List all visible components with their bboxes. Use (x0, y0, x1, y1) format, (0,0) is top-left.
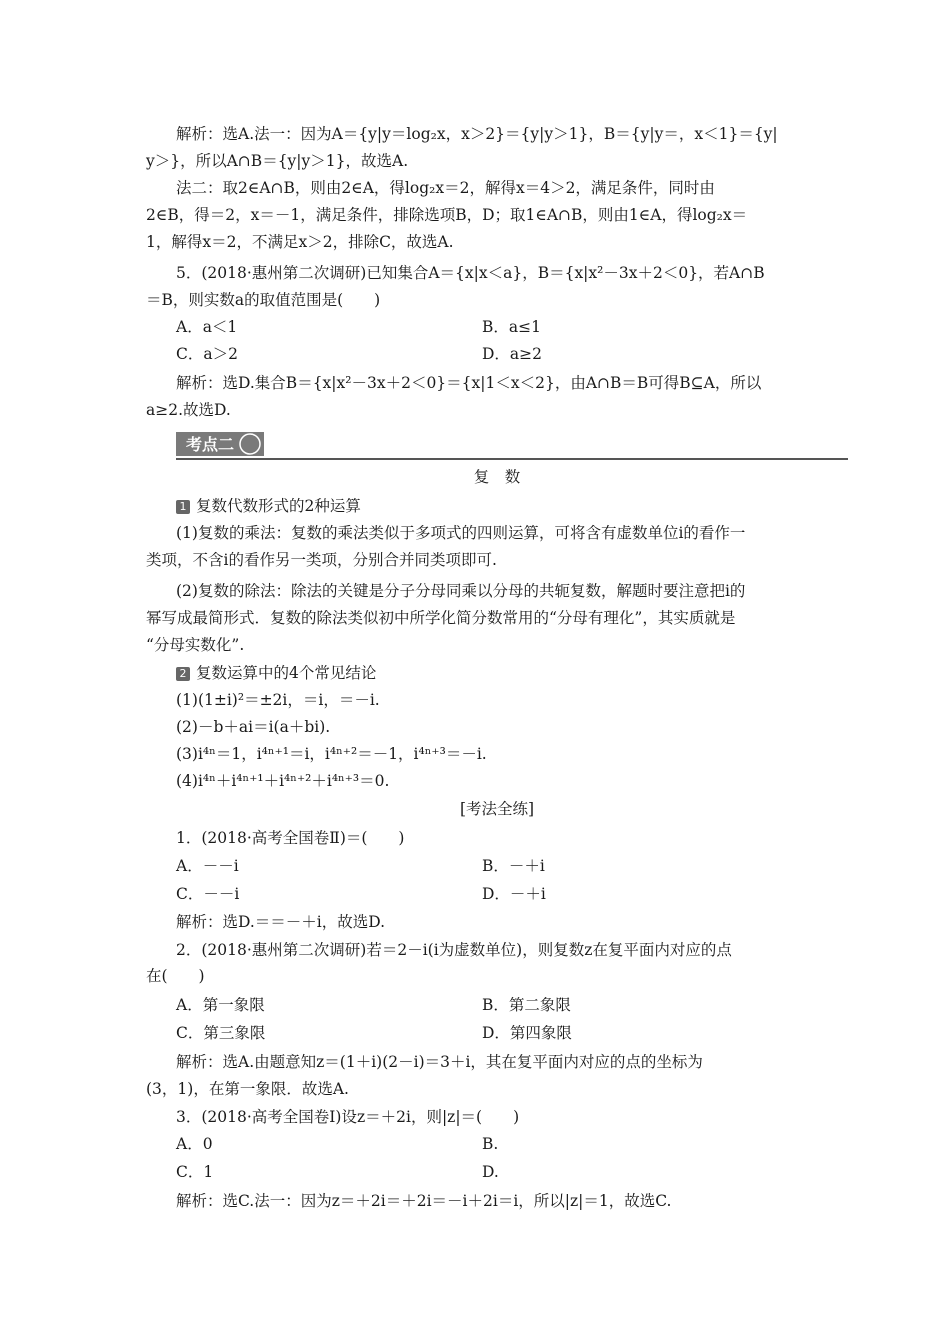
exercise-3-option-b: B. (482, 1135, 499, 1153)
exercise-1-option-a: A．－－i (176, 857, 239, 875)
exercise-3-solution: 解析：选C.法一：因为z＝＋2i＝＋2i＝－i＋2i＝i，所以|z|＝1，故选C. (176, 1192, 672, 1210)
question-5-line-2: ＝B，则实数a的取值范围是( ) (146, 291, 381, 309)
section-badge (176, 432, 264, 456)
question-5-option-a: A．a＜1 (176, 318, 238, 336)
exercise-1-option-d: D．－＋i (482, 885, 546, 903)
heading-2 (176, 663, 376, 683)
solution-5-line-1: 解析：选D.集合B＝{x|x²－3x＋2＜0}＝{x|1＜x＜2}，由A∩B＝B可得B⊆A，所以 (176, 374, 762, 392)
exercise-1-option-b: B．－＋i (482, 857, 545, 875)
heading-1-text: 复数代数形式的2种运算 (196, 497, 361, 515)
exercise-3-option-d: D. (482, 1163, 499, 1181)
question-5-line-1: 5．(2018·惠州第二次调研)已知集合A＝{x|x＜a}，B＝{x|x²－3x＋2＜0}，若A∩B (176, 264, 765, 282)
exercise-2-solution-line-2: (3，1)，在第一象限．故选A. (146, 1080, 349, 1098)
exercise-2-option-b: B．第二象限 (482, 996, 571, 1014)
solution-4-line-2: y＞}，所以A∩B＝{y|y＞1}，故选A. (146, 152, 409, 170)
conclusion-1: (1)(1±i)²＝±2i，＝i，＝－i. (176, 691, 380, 709)
section-divider (176, 458, 848, 460)
exercise-3-option-a: A．0 (176, 1135, 213, 1153)
point-2-line-3: “分母实数化”. (146, 636, 245, 654)
exercise-2-option-c: C．第三象限 (176, 1024, 266, 1042)
point-2-line-2: 幂写成最简形式．复数的除法类似初中所学化简分数常用的“分母有理化”，其实质就是 (146, 609, 736, 627)
exercise-1-question: 1．(2018·高考全国卷Ⅱ)＝( ) (176, 829, 405, 847)
section-badge-label: 考点二 (185, 435, 235, 454)
heading-1-number: 1 (176, 500, 190, 514)
exercise-3-question: 3．(2018·高考全国卷Ⅰ)设z＝＋2i，则|z|＝( ) (176, 1108, 520, 1126)
question-5-option-d: D．a≥2 (482, 345, 543, 363)
exercise-2-option-a: A．第一象限 (176, 996, 265, 1014)
exercise-2-solution-line-1: 解析：选A.由题意知z＝(1＋i)(2－i)＝3＋i，其在复平面内对应的点的坐标为 (176, 1053, 703, 1071)
exercise-3-option-c: C．1 (176, 1163, 214, 1181)
question-5-option-b: B．a≤1 (482, 318, 541, 336)
exercise-2-question-line-1: 2．(2018·惠州第二次调研)若＝2－i(i为虚数单位)，则复数z在复平面内对应的点 (176, 941, 732, 959)
heading-2-number: 2 (176, 667, 190, 681)
point-1-line-2: 类项，不含i的看作另一类项，分别合并同类项即可. (146, 551, 497, 569)
solution-4-line-1: 解析：选A.法一：因为A＝{y|y＝log₂x，x＞2}＝{y|y＞1}，B＝{y|y＝，x＜1}＝{y| (176, 125, 778, 143)
point-2-line-1: (2)复数的除法：除法的关键是分子分母同乘以分母的共轭复数，解题时要注意把i的 (176, 582, 746, 600)
exercise-1-solution: 解析：选D.＝＝－＋i，故选D. (176, 913, 386, 931)
exercise-2-question-line-2: 在( ) (146, 967, 205, 985)
solution-4-method2-line-2: 2∈B，得＝2，x＝－1，满足条件，排除选项B，D；取1∈A∩B，则由1∈A，得log₂x＝ (146, 206, 748, 224)
heading-2-text: 复数运算中的4个常见结论 (196, 664, 377, 682)
practice-heading: [考法全练] (459, 800, 535, 818)
exercise-2-option-d: D．第四象限 (482, 1024, 572, 1042)
solution-4-method2-line-1: 法二：取2∈A∩B，则由2∈A，得log₂x＝2，解得x＝4＞2，满足条件，同时由 (176, 179, 715, 197)
point-1-line-1: (1)复数的乘法：复数的乘法类似于多项式的四则运算，可将含有虚数单位i的看作一 (176, 524, 746, 542)
heading-1 (176, 496, 361, 516)
conclusion-2: (2)－b＋ai＝i(a＋bi). (176, 718, 331, 736)
section-title: 复 数 (473, 468, 521, 486)
conclusion-4: (4)i⁴ⁿ＋i⁴ⁿ⁺¹＋i⁴ⁿ⁺²＋i⁴ⁿ⁺³＝0. (176, 772, 390, 790)
solution-4-method2-line-3: 1，解得x＝2，不满足x＞2，排除C，故选A. (146, 233, 454, 251)
solution-5-line-2: a≥2.故选D. (146, 401, 231, 419)
exercise-1-option-c: C．－－i (176, 885, 240, 903)
question-5-option-c: C．a＞2 (176, 345, 238, 363)
conclusion-3: (3)i⁴ⁿ＝1，i⁴ⁿ⁺¹＝i，i⁴ⁿ⁺²＝－1，i⁴ⁿ⁺³＝－i. (176, 745, 487, 763)
